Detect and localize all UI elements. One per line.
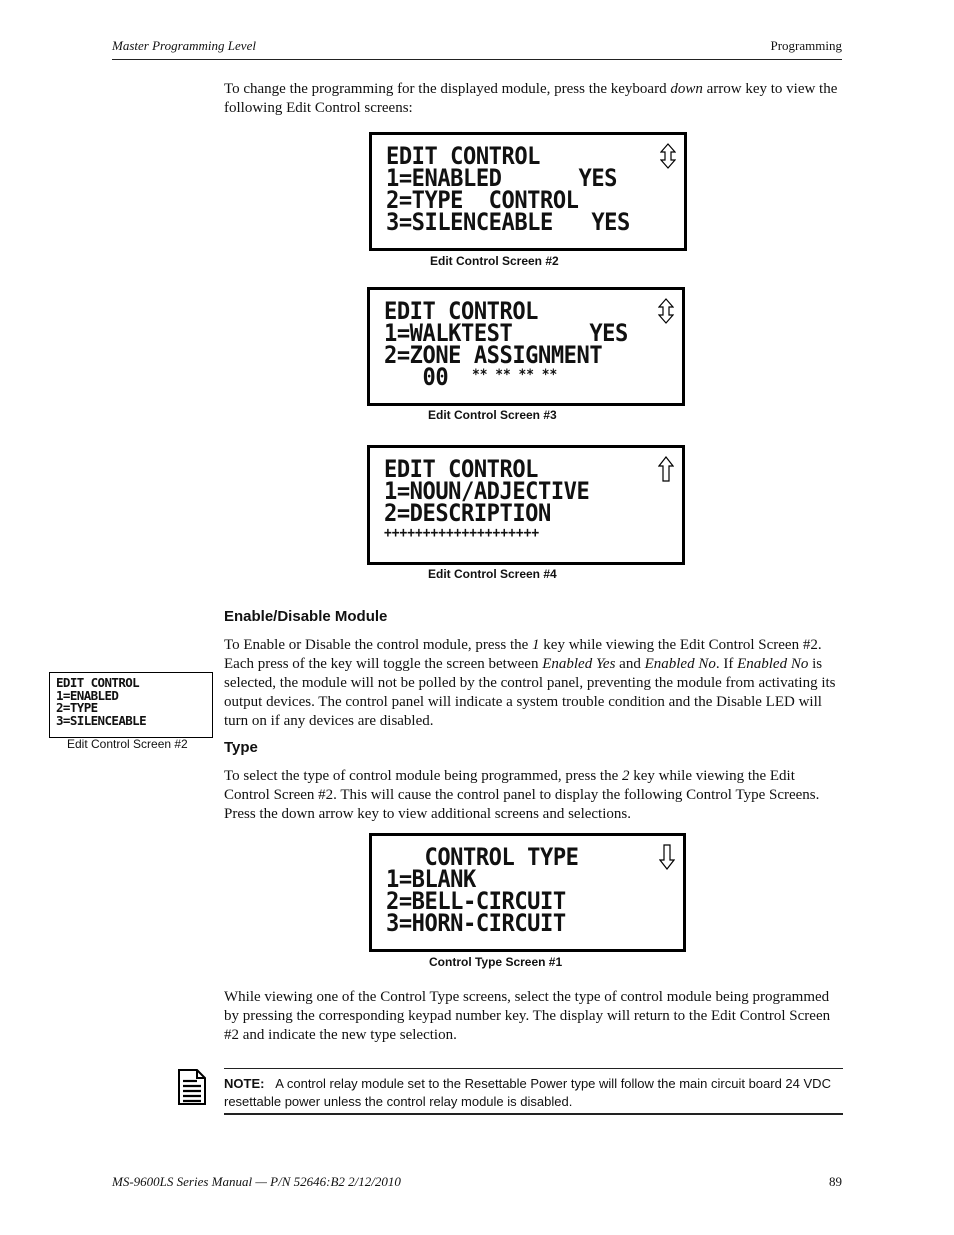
lcd-line: 1=NOUN/ADJECTIVE	[384, 477, 590, 505]
text-span: and	[615, 656, 645, 672]
running-header-left: Master Programming Level	[112, 38, 256, 53]
edit-control-screen-2	[369, 132, 687, 251]
running-header-right: Programming	[770, 38, 842, 53]
text-span: To select the type of control module being programmed, press the	[224, 768, 623, 784]
intro-text-2: arrow key to view the following Edit Control screens:	[224, 81, 838, 116]
lcd-line: 2=BELL-CIRCUIT	[386, 887, 566, 915]
lcd-line: 3=SILENCEABLE YES	[386, 208, 630, 236]
closing-paragraph: While viewing one of the Control Type screens, select the type of control module being programmed by pressing the corresponding keypad number key. The display will return to the Edit Control Screen #2 and indicate the new type selection.	[224, 989, 831, 1043]
mini-lcd-line: 3=SILENCEABLE	[56, 712, 147, 728]
text-span: To Enable or Disable the control module, press the	[224, 637, 533, 653]
note-label: NOTE:	[224, 1076, 265, 1091]
control-type-screen-1	[369, 833, 686, 952]
footer-manual-info	[112, 1174, 401, 1190]
lcd-line: 1=WALKTEST YES	[384, 319, 628, 347]
lcd-line: 3=HORN-CIRCUIT	[386, 909, 566, 937]
emphasis-span: Enabled No	[644, 656, 716, 672]
intro-text-1: To change the programming for the displayed module, press the keyboard	[224, 81, 671, 97]
header-rule	[112, 59, 842, 60]
text-span: key while viewing the Edit Control Screen #2. Each press of the key will toggle the screen between	[224, 637, 822, 672]
note-body: A control relay module set to the Resettable Power type will follow the main circuit board 24 VDC resettable power unless the control relay module is disabled.	[224, 1076, 831, 1109]
edit-control-screen-3	[367, 287, 685, 406]
note-top-rule	[224, 1068, 843, 1069]
emphasis-span: Enabled No	[737, 656, 809, 672]
lcd-line: 1=BLANK	[386, 865, 476, 893]
lcd-line: 2=DESCRIPTION	[384, 499, 551, 527]
note-document-icon	[177, 1068, 207, 1106]
screen-caption: Control Type Screen #1	[429, 955, 563, 969]
screen-caption: Edit Control Screen #2	[430, 254, 559, 268]
lcd-line: EDIT CONTROL	[386, 142, 540, 170]
down-arrow-icon	[659, 844, 675, 870]
screen-caption: Edit Control Screen #3	[428, 408, 557, 422]
emphasis-span: 1	[532, 637, 540, 653]
edit-control-screen-4	[367, 445, 685, 565]
section-heading-enable-disable: Enable/Disable Module	[224, 608, 388, 625]
mini-lcd-line: 2=TYPE	[56, 700, 98, 715]
lcd-zone-markers: ** ** ** **	[472, 367, 558, 383]
text-span: key while viewing the Edit Control Screen #2. This will cause the control panel to display the following Control Type Screens. Press the down arrow key to view additional screens and selections.	[224, 768, 820, 822]
up-down-arrow-icon	[660, 143, 676, 169]
screen-caption: Edit Control Screen #4	[428, 567, 557, 581]
mini-lcd-line: EDIT CONTROL	[56, 675, 140, 690]
lcd-line: 2=TYPE CONTROL	[386, 186, 579, 214]
emphasis-span: Enabled Yes	[542, 656, 616, 672]
type-paragraph	[224, 767, 842, 824]
up-arrow-icon	[658, 456, 674, 482]
page-number: 89	[829, 1174, 842, 1189]
enable-disable-paragraph	[224, 636, 842, 731]
text-span: is selected, the module will not be polled by the control panel, preventing the module from activating its output devices. The control panel will indicate a system trouble condition and the Disable LED will turn on if any devices are disabled.	[224, 656, 836, 729]
note-bottom-rule	[224, 1113, 843, 1115]
lcd-line: 2=ZONE ASSIGNMENT	[384, 341, 603, 369]
intro-emphasis: down	[670, 81, 703, 97]
text-span: . If	[715, 656, 738, 672]
lcd-line: 1=ENABLED YES	[386, 164, 618, 192]
mini-lcd-line: 1=ENABLED	[56, 687, 119, 703]
lcd-line: EDIT CONTROL	[384, 297, 538, 325]
footer-left-text: MS-9600LS Series Manual — P/N 52646:B2 2/12/2010	[112, 1174, 401, 1189]
section-heading-type: Type	[224, 739, 258, 756]
up-down-arrow-icon	[658, 298, 674, 324]
lcd-line: CONTROL TYPE	[386, 843, 579, 871]
side-screen-caption: Edit Control Screen #2	[67, 737, 188, 751]
lcd-line: EDIT CONTROL	[384, 455, 538, 483]
emphasis-span: 2	[622, 768, 630, 784]
side-edit-control-screen-2	[49, 672, 213, 738]
lcd-description-markers: ++++++++++++++++++++	[384, 525, 540, 541]
note-text	[224, 1075, 836, 1111]
lcd-line: 00	[384, 363, 462, 391]
intro-paragraph	[224, 80, 842, 118]
